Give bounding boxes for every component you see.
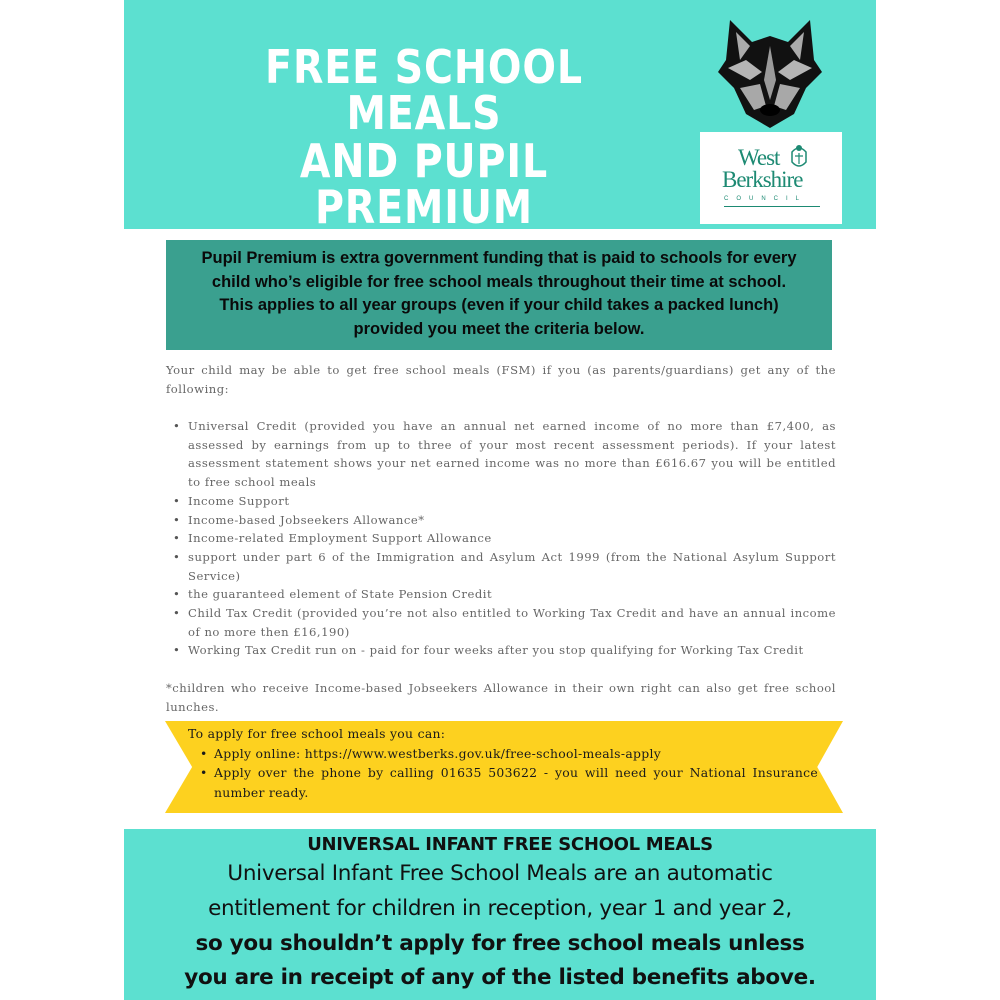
universal-infant-text: Universal Infant Free School Meals are an automatic — [227, 861, 773, 886]
universal-infant-heading: UNIVERSAL INFANT FREE SCHOOL MEALS — [307, 834, 713, 855]
pupil-premium-line: provided you meet the criteria below. — [353, 319, 645, 338]
universal-infant-warning: so you shouldn’t apply for free school meals unless — [195, 931, 805, 956]
page-title-line-1: FREE SCHOOL MEALS — [265, 40, 583, 140]
logo-underline — [724, 206, 820, 207]
benefit-item: • Child Tax Credit (provided you’re not also entitled to Working Tax Credit and have an annual income of no more then £16,190) — [166, 604, 836, 641]
logo-text-council: COUNCIL — [724, 196, 808, 202]
page-title-line-2: AND PUPIL PREMIUM — [299, 134, 549, 234]
apply-online-link[interactable]: • Apply online: https://www.westberks.gov.uk/free-school-meals-apply — [188, 744, 818, 764]
benefit-item: • support under part 6 of the Immigration and Asylum Act 1999 (from the National Asylum Support Service) — [166, 548, 836, 585]
benefit-item: • Universal Credit (provided you have an annual net earned income of no more than £7,400, as assessed by earnings from up to three of your most recent assessment periods). If your latest assessment statement shows your net earned income was no more than £616.67 you will be entitled to free school meals — [166, 417, 836, 492]
jobseekers-footnote: *children who receive Income-based Jobseekers Allowance in their own right can also get free school lunches. — [166, 681, 836, 714]
wolf-head-icon — [710, 10, 830, 130]
west-berkshire-council-logo — [700, 132, 842, 224]
benefit-item: • the guaranteed element of State Pension Credit — [166, 585, 836, 604]
universal-infant-warning: you are in receipt of any of the listed benefits above. — [184, 965, 816, 990]
eligibility-intro: Your child may be able to get free school meals (FSM) if you (as parents/guardians) get any of the following: — [166, 363, 836, 396]
apply-options-list — [188, 744, 818, 803]
universal-infant-section — [124, 829, 876, 1000]
pupil-premium-line: This applies to all year groups (even if your child takes a packed lunch) — [219, 296, 779, 314]
apply-heading: To apply for free school meals you can: — [188, 726, 446, 741]
benefit-item: • Working Tax Credit run on - paid for four weeks after you stop qualifying for Working Tax Credit — [166, 641, 836, 660]
benefit-item: • Income-based Jobseekers Allowance* — [166, 511, 836, 530]
universal-infant-text: entitlement for children in reception, year 1 and year 2, — [208, 896, 792, 921]
pupil-premium-line: child who’s eligible for free school meals throughout their time at school. — [211, 272, 787, 291]
logo-text-berkshire: Berkshire — [722, 167, 803, 192]
benefit-item: • Income-related Employment Support Allowance — [166, 529, 836, 548]
logo-text-west: West — [738, 145, 780, 170]
header-banner — [124, 0, 876, 234]
benefits-list — [166, 417, 836, 660]
pupil-premium-line: Pupil Premium is extra government funding that is paid to schools for every — [201, 249, 797, 267]
pupil-premium-box — [166, 240, 832, 350]
apply-section — [188, 724, 818, 802]
benefit-item: • Income Support — [166, 492, 836, 511]
apply-by-phone: • Apply over the phone by calling 01635 503622 - you will need your National Insurance number ready. — [188, 763, 818, 802]
